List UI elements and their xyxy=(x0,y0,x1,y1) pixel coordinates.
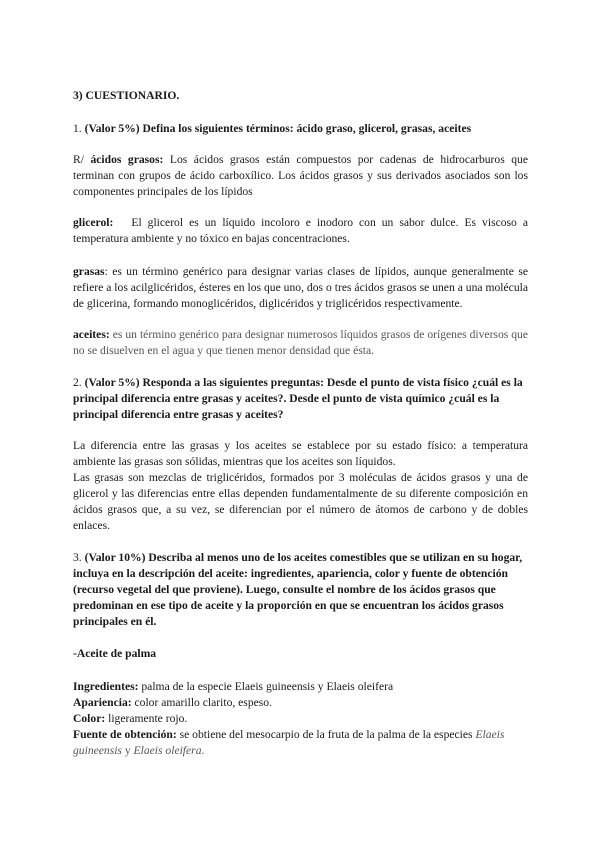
question-1 xyxy=(73,121,528,137)
apariencia-value: color amarillo clarito, espeso. xyxy=(131,696,272,709)
ingredientes-value: palma de la especie Elaeis guineensis y Elaeis oleifera xyxy=(138,680,394,693)
fuente-label: Fuente de obtención: xyxy=(73,728,177,741)
answer-2-paragraph-2: Las grasas son mezclas de triglicéridos, formados por 3 moléculas de ácidos grasos y una de glicerol y las diferencias entre ellas dependen fundamentalmente de su diferente composición en ácidos grasos que, a su vez, se diferencian por el número de átomos de carbono y de dobles enlaces. xyxy=(73,471,528,532)
oil-title: -Aceite de palma xyxy=(73,647,157,660)
definition-grasas-body: : es un término genérico para designar varias clases de lípidos, aunque generalmente se refiere a los acilglicéridos, ésteres en los que uno, dos o tres ácidos grasos se unen a una molécula de glicerina, formando monoglicéridos, diglicéridos y triglicéridos respectivamente. xyxy=(73,265,528,310)
species-1: Elaeis guineensis xyxy=(73,728,505,757)
definition-aceites-body: es un término genérico para designar numerosos líquidos grasos de orígenes diversos que no se disuelven en el agua y que tienen menor densidad que ésta. xyxy=(73,328,528,357)
oil-fuente xyxy=(73,727,528,759)
fuente-value: se obtiene del mesocarpio de la fruta de la palma de la especies xyxy=(176,728,476,741)
term-grasas: grasas xyxy=(73,265,105,278)
answer-prefix: R/ xyxy=(73,153,91,166)
oil-apariencia xyxy=(73,695,528,711)
definition-aceites xyxy=(73,327,528,359)
question-3-text: (Valor 10%) Describa al menos uno de los aceites comestibles que se utilizan en su hogar, incluya en la descripción del aceite: ingredientes, apariencia, color y fuente de obtención (recurso vegetal del que proviene). Luego, consulte el nombre de los ácidos grasos que predominan en ese tipo de aceite y la proporción en que se encuentran los ácidos grasos principales en él. xyxy=(73,551,523,628)
oil-ingredientes xyxy=(73,679,528,695)
fuente-end: . xyxy=(201,744,205,757)
definition-acidos-grasos xyxy=(73,152,528,200)
definition-glicerol xyxy=(73,215,531,247)
definition-acidos-body: Los ácidos grasos están compuestos por cadenas de hidrocarburos que terminan con grupos de ácido carboxílico. Los ácidos grasos y sus derivados asociados son los componentes principales de los lípidos xyxy=(73,153,528,198)
question-1-text: (Valor 5%) Defina los siguientes términos: ácido graso, glicerol, grasas, aceites xyxy=(84,122,472,135)
apariencia-label: Apariencia: xyxy=(73,696,132,709)
ingredientes-label: Ingredientes: xyxy=(73,680,139,693)
color-label: Color: xyxy=(73,712,106,725)
color-value: ligeramente rojo. xyxy=(105,712,188,725)
question-2 xyxy=(73,375,528,423)
oil-color xyxy=(73,711,528,727)
answer-2-paragraph-1: La diferencia entre las grasas y los aceites se establece por su estado físico: a temperatura ambiente las grasas son sólidas, mientras que los aceites son líquidos. xyxy=(73,439,528,468)
species-conjunction: y xyxy=(121,744,134,757)
term-acidos-grasos: ácidos grasos: xyxy=(90,153,164,166)
question-1-number: 1. xyxy=(73,122,85,135)
section-title: 3) CUESTIONARIO. xyxy=(73,89,180,102)
question-3-number: 3. xyxy=(73,551,85,564)
definition-grasas xyxy=(73,264,528,312)
question-3 xyxy=(73,550,528,630)
definition-glicerol-body: El glicerol es un líquido incoloro e inodoro con un sabor dulce. Es viscoso a temperatura ambiente y no tóxico en bajas concentraciones. xyxy=(73,216,531,245)
term-glicerol: glicerol: xyxy=(73,216,114,229)
species-2: Elaeis oleifera xyxy=(133,744,202,757)
term-aceites: aceites: xyxy=(73,328,110,341)
question-2-number: 2. xyxy=(73,376,85,389)
question-2-text: (Valor 5%) Responda a las siguientes preguntas: Desde el punto de vista físico ¿cuál es la principal diferencia entre grasas y aceites?. Desde el punto de vista químico ¿cuál es la principal diferencia entre grasas y aceites? xyxy=(73,376,523,421)
